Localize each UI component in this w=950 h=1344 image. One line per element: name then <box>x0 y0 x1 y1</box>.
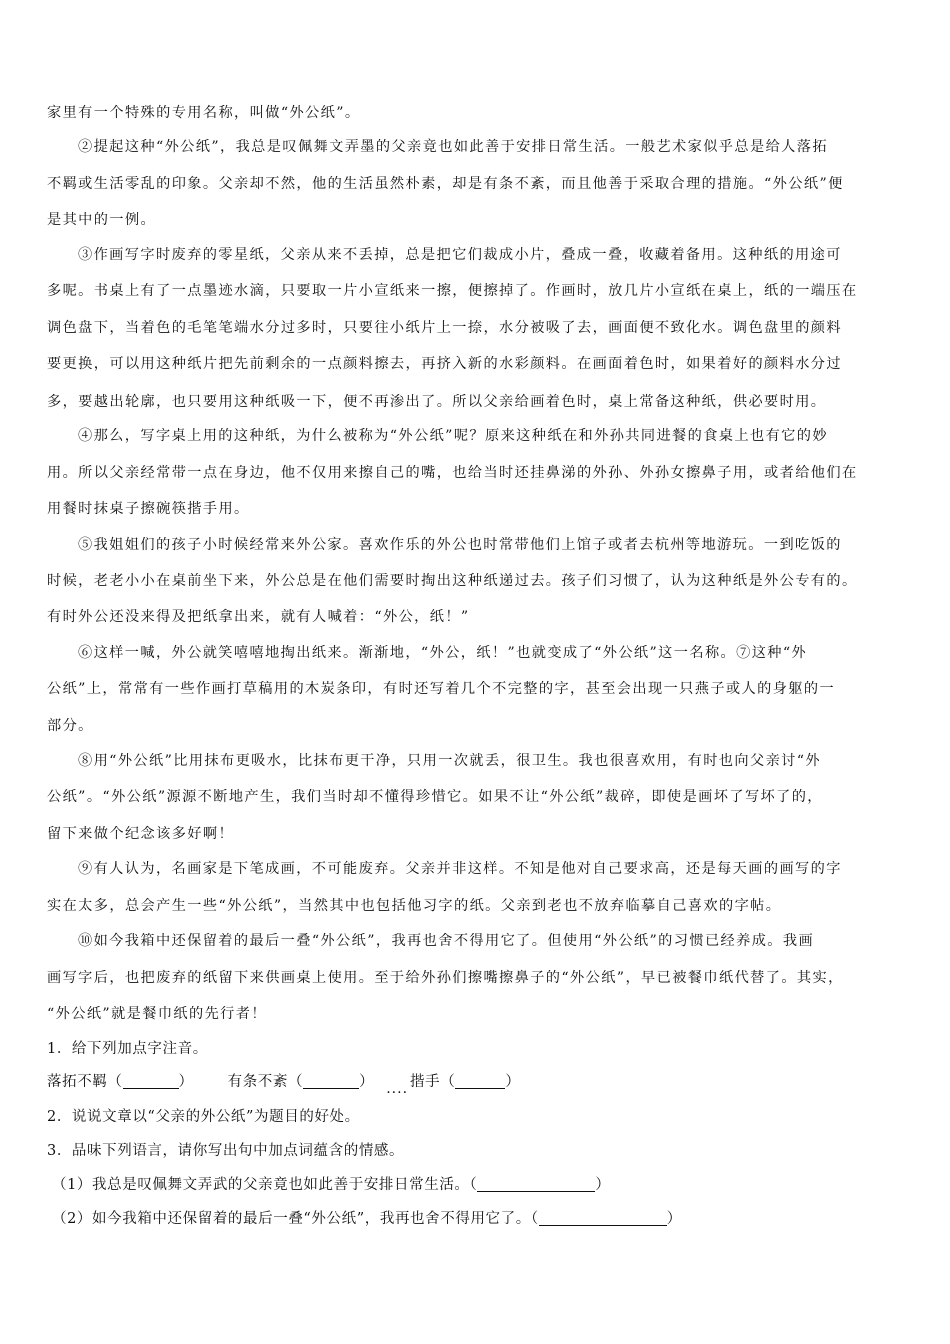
text-line: 留下来做个纪念该多好啊！ <box>47 826 235 842</box>
question-2: 2．说说文章以“父亲的外公纸”为题目的好处。 <box>47 1109 360 1125</box>
answer-blank[interactable] <box>455 1074 505 1089</box>
text-line: ⑧用“外公纸”比用抹布更吸水，比抹布更干净，只用一次就丢，很卫生。我也很喜欢用，有时也向父亲讨“外 <box>78 753 821 769</box>
question-3-2: （2）如今我箱中还保留着的最后一叠“外公纸”，我再也舍不得用它了。（ ） <box>52 1211 682 1227</box>
answer-blank[interactable] <box>303 1074 359 1089</box>
text-line: 不羁或生活零乱的印象。父亲却不然，他的生活虽然朴素，却是有条不紊，而且他善于采取合理的措施。“外公纸”便 <box>47 176 844 192</box>
text-line: 调色盘下，当着色的毛笔笔端水分过多时，只要往小纸片上一捺，水分被吸了去，画面便不致化水。调色盘里的颜料 <box>47 320 842 336</box>
question-1-words: 落拓不羁（ ） 有条不紊（ ） .... 揩手（ ） <box>47 1074 521 1097</box>
text-line: ③作画写字时废弃的零星纸，父亲从来不丢掉，总是把它们裁成小片，叠成一叠，收藏着备用。这种纸的用途可 <box>78 247 842 263</box>
text-line: 用餐时抹桌子擦碗筷揩手用。 <box>47 501 250 517</box>
text-line: 多呢。书桌上有了一点墨迹水滴，只要取一片小宣纸来一擦，便擦掉了。作画时，放几片小宣纸在桌上，纸的一端压在 <box>47 283 858 299</box>
text-line: 多，要越出轮廓，也只要用这种纸吸一下，便不再渗出了。所以父亲给画着色时，桌上常备这种纸，供必要时用。 <box>47 394 827 410</box>
text-line: 公纸”上，常常有一些作画打草稿用的木炭条印，有时还写着几个不完整的字，甚至会出现一只燕子或人的身躯的一 <box>47 681 836 697</box>
text-line: ⑨有人认为，名画家是下笔成画，不可能废弃。父亲并非这样。不知是他对自己要求高，还是每天画的画写的字 <box>78 861 842 877</box>
text-line: 用。所以父亲经常带一点在身边，他不仅用来擦自己的嘴，也给当时还挂鼻涕的外孙、外孙女擦鼻子用，或者给他们在 <box>47 465 858 481</box>
text-line: 部分。 <box>47 718 94 734</box>
text-line: ⑤我姐姐们的孩子小时候经常来外公家。喜欢作乐的外公也时常带他们上馆子或者去杭州等地游玩。一到吃饭的 <box>78 537 842 553</box>
question-3: 3．品味下列语言，请你写出句中加点词蕴含的情感。 <box>47 1143 405 1159</box>
answer-blank[interactable] <box>123 1074 179 1089</box>
emphasis-dots: .... <box>386 1081 409 1097</box>
text-line: 要更换，可以用这种纸片把先前剩余的一点颜料擦去，再挤入新的水彩颜料。在画面着色时，如果着好的颜料水分过 <box>47 356 842 372</box>
text-line: ⑩如今我箱中还保留着的最后一叠“外公纸”，我再也舍不得用它了。但使用“外公纸”的习惯已经养成。我画 <box>78 933 815 949</box>
text-line: 是其中的一例。 <box>47 212 157 228</box>
text-line: ②提起这种“外公纸”，我总是叹佩舞文弄墨的父亲竟也如此善于安排日常生活。一般艺术家似乎总是给人落拓 <box>78 139 828 155</box>
text-line: 画写字后，也把废弃的纸留下来供画桌上使用。至于给外孙们擦嘴擦鼻子的“外公纸”，早已被餐巾纸代替了。其实， <box>47 970 844 986</box>
text-line: 公纸”。“外公纸”源源不断地产生，我们当时却不懂得珍惜它。如果不让“外公纸”裁碎，即使是画坏了写坏了的， <box>47 789 823 805</box>
text-line: 时候，老老小小在桌前坐下来，外公总是在他们需要时掏出这种纸递过去。孩子们习惯了，认为这种纸是外公专有的。 <box>47 573 858 589</box>
text-line: 有时外公还没来得及把纸拿出来，就有人喊着：“外公，纸！” <box>47 609 470 625</box>
text-line: 实在太多，总会产生一些“外公纸”，当然其中也包括他习字的纸。父亲到老也不放弃临摹自己喜欢的字帖。 <box>47 898 782 914</box>
question-1: 1．给下列加点字注音。 <box>47 1041 208 1057</box>
text-line: ④那么，写字桌上用的这种纸，为什么被称为“外公纸”呢？原来这种纸在和外孙共同进餐的食桌上也有它的妙 <box>78 428 828 444</box>
text-line: “外公纸”就是餐巾纸的先行者！ <box>47 1006 267 1022</box>
text-line: 家里有一个特殊的专用名称，叫做“外公纸”。 <box>47 105 361 121</box>
text-line: ⑥这样一喊，外公就笑嘻嘻地掏出纸来。渐渐地，“外公，纸！”也就变成了“外公纸”这一名称。⑦这种“外 <box>78 645 808 661</box>
answer-blank[interactable] <box>539 1211 667 1226</box>
answer-blank[interactable] <box>477 1177 595 1192</box>
question-3-1: （1）我总是叹佩舞文弄武的父亲竟也如此善于安排日常生活。（ ） <box>52 1177 611 1193</box>
